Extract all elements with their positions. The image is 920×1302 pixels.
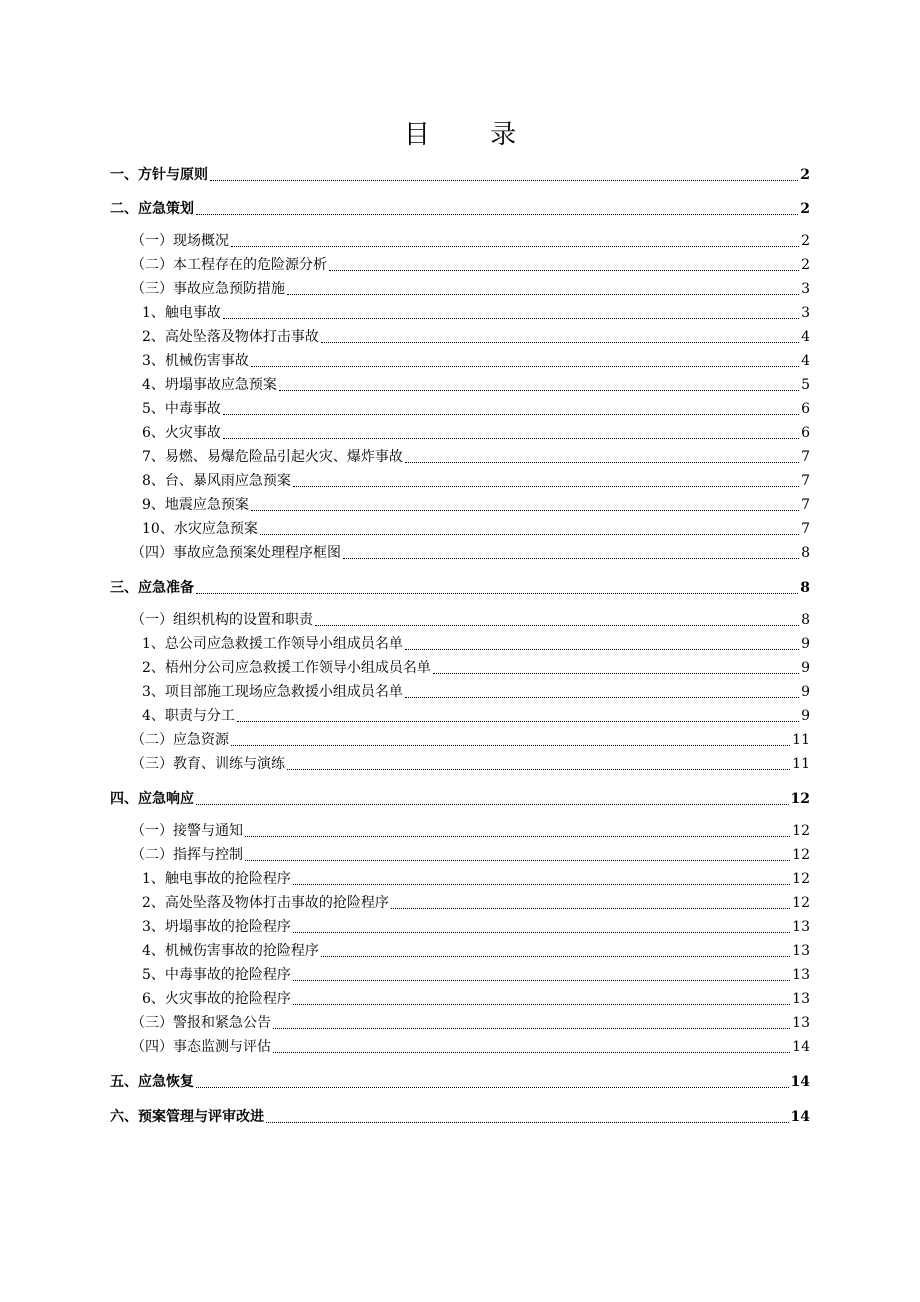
toc-entry-label: 3、坍塌事故的抢险程序	[142, 919, 291, 935]
toc-entry-label: 六、预案管理与评审改进	[110, 1109, 264, 1125]
toc-entry-label: （二）指挥与控制	[131, 847, 243, 863]
toc-entry[interactable]	[131, 279, 810, 299]
toc-page-number: 13	[792, 967, 810, 983]
toc-leader-dots	[223, 414, 799, 415]
toc-page-number: 14	[792, 1039, 810, 1055]
toc-entry[interactable]	[142, 893, 810, 913]
toc-entry[interactable]	[142, 658, 810, 678]
toc-entry[interactable]	[131, 1013, 810, 1033]
toc-leader-dots	[231, 745, 790, 746]
toc-leader-dots	[391, 908, 790, 909]
toc-leader-dots	[293, 1004, 790, 1005]
toc-leader-dots	[293, 932, 790, 933]
toc-leader-dots	[273, 1028, 790, 1029]
toc-page-number: 7	[801, 473, 810, 489]
toc-page-number: 12	[790, 791, 810, 807]
toc-entry-label: 8、台、暴风雨应急预案	[142, 473, 291, 489]
toc-page-number: 2	[801, 233, 810, 249]
toc-entry-label: 一、方针与原则	[110, 167, 208, 183]
toc-entry[interactable]	[110, 199, 810, 219]
toc-page-number: 12	[792, 823, 810, 839]
toc-leader-dots	[287, 294, 799, 295]
toc-entry-label: （二）应急资源	[131, 732, 229, 748]
toc-page-number: 7	[801, 497, 810, 513]
toc-leader-dots	[237, 721, 799, 722]
toc-page-number: 9	[801, 660, 810, 676]
toc-entry-label: 4、坍塌事故应急预案	[142, 377, 277, 393]
toc-entry-label: （三）事故应急预防措施	[131, 281, 285, 297]
toc-leader-dots	[321, 342, 799, 343]
toc-leader-dots	[223, 318, 799, 319]
toc-entry[interactable]	[131, 255, 810, 275]
toc-entry[interactable]	[142, 989, 810, 1009]
toc-entry-label: 4、机械伤害事故的抢险程序	[142, 943, 319, 959]
toc-page-number: 9	[801, 636, 810, 652]
toc-entry[interactable]	[142, 471, 810, 491]
toc-leader-dots	[231, 246, 799, 247]
toc-entry[interactable]	[142, 519, 810, 539]
toc-entry-label: 2、高处坠落及物体打击事故	[142, 329, 319, 345]
toc-entry-label: （三）教育、训练与演练	[131, 756, 285, 772]
toc-leader-dots	[196, 1087, 789, 1088]
toc-entry-label: 1、总公司应急救援工作领导小组成员名单	[142, 636, 403, 652]
toc-entry-label: （三）警报和紧急公告	[131, 1015, 271, 1031]
toc-entry-label: 4、职责与分工	[142, 708, 235, 724]
toc-leader-dots	[293, 486, 799, 487]
toc-leader-dots	[223, 438, 799, 439]
toc-leader-dots	[405, 697, 799, 698]
toc-entry[interactable]	[142, 706, 810, 726]
toc-page-number: 8	[801, 612, 810, 628]
toc-leader-dots	[343, 558, 799, 559]
toc-entry-label: （四）事故应急预案处理程序框图	[131, 545, 341, 561]
toc-entry-label: 5、中毒事故的抢险程序	[142, 967, 291, 983]
toc-entry[interactable]	[110, 1072, 810, 1092]
toc-entry[interactable]	[142, 869, 810, 889]
toc-entry-label: 五、应急恢复	[110, 1074, 194, 1090]
toc-leader-dots	[245, 836, 790, 837]
toc-page-number: 7	[801, 449, 810, 465]
toc-entry[interactable]	[110, 165, 810, 185]
toc-page-number: 8	[800, 580, 810, 596]
toc-entry[interactable]	[142, 327, 810, 347]
toc-entry[interactable]	[142, 303, 810, 323]
toc-entry[interactable]	[142, 423, 810, 443]
toc-entry[interactable]	[110, 1107, 810, 1127]
toc-leader-dots	[251, 366, 799, 367]
toc-entry[interactable]	[142, 351, 810, 371]
toc-entry-label: 1、触电事故	[142, 305, 221, 321]
toc-page-number: 9	[801, 684, 810, 700]
toc-entry-label: 四、应急响应	[110, 791, 194, 807]
toc-leader-dots	[279, 390, 799, 391]
toc-entry[interactable]	[131, 845, 810, 865]
toc-entry[interactable]	[131, 821, 810, 841]
toc-page-number: 4	[801, 353, 810, 369]
toc-leader-dots	[251, 510, 799, 511]
toc-entry-label: 二、应急策划	[110, 201, 194, 217]
toc-page-number: 14	[790, 1074, 810, 1090]
toc-entry-label: 2、梧州分公司应急救援工作领导小组成员名单	[142, 660, 431, 676]
toc-entry-label: 1、触电事故的抢险程序	[142, 871, 291, 887]
toc-page-number: 13	[792, 943, 810, 959]
toc-leader-dots	[405, 462, 799, 463]
toc-page-number: 6	[801, 425, 810, 441]
toc-entry-label: （一）接警与通知	[131, 823, 243, 839]
toc-page-number: 13	[792, 1015, 810, 1031]
toc-entry[interactable]	[142, 634, 810, 654]
toc-entry[interactable]	[131, 231, 810, 251]
toc-leader-dots	[329, 270, 799, 271]
toc-page-number: 14	[790, 1109, 810, 1125]
toc-page-number: 6	[801, 401, 810, 417]
toc-page-number: 9	[801, 708, 810, 724]
toc-entry[interactable]	[131, 610, 810, 630]
toc-leader-dots	[315, 625, 799, 626]
toc-page-number: 8	[801, 545, 810, 561]
toc-leader-dots	[433, 673, 799, 674]
toc-leader-dots	[321, 956, 790, 957]
toc-entry-label: （二）本工程存在的危险源分析	[131, 257, 327, 273]
toc-page-number: 2	[800, 201, 810, 217]
toc-leader-dots	[287, 769, 790, 770]
toc-leader-dots	[405, 649, 799, 650]
toc-leader-dots	[273, 1052, 790, 1053]
toc-page-number: 13	[792, 991, 810, 1007]
toc-entry-label: 2、高处坠落及物体打击事故的抢险程序	[142, 895, 389, 911]
toc-page-number: 2	[801, 257, 810, 273]
toc-leader-dots	[245, 860, 790, 861]
toc-entry-label: 9、地震应急预案	[142, 497, 249, 513]
toc-entry[interactable]	[131, 543, 810, 563]
toc-leader-dots	[293, 884, 790, 885]
toc-leader-dots	[196, 804, 789, 805]
toc-leader-dots	[210, 180, 798, 181]
toc-entry[interactable]	[142, 399, 810, 419]
toc-entry[interactable]	[142, 682, 810, 702]
toc-entry-label: 3、机械伤害事故	[142, 353, 249, 369]
toc-page-number: 11	[792, 756, 810, 772]
toc-page-number: 11	[792, 732, 810, 748]
toc-page-number: 4	[801, 329, 810, 345]
toc-page-number: 12	[792, 895, 810, 911]
toc-entry-label: （一）组织机构的设置和职责	[131, 612, 313, 628]
toc-entry-label: 三、应急准备	[110, 580, 194, 596]
toc-entry[interactable]	[142, 941, 810, 961]
toc-entry[interactable]	[142, 447, 810, 467]
toc-page-number: 13	[792, 919, 810, 935]
toc-entry[interactable]	[142, 375, 810, 395]
toc-entry[interactable]	[142, 917, 810, 937]
toc-leader-dots	[196, 214, 798, 215]
toc-entry[interactable]	[110, 578, 810, 598]
toc-page-number: 5	[801, 377, 810, 393]
toc-entry-label: 6、火灾事故的抢险程序	[142, 991, 291, 1007]
toc-entry-label: （一）现场概况	[131, 233, 229, 249]
toc-entry-label: 10、水灾应急预案	[142, 521, 258, 537]
toc-entry-label: 5、中毒事故	[142, 401, 221, 417]
toc-page-number: 3	[801, 305, 810, 321]
toc-entry[interactable]	[131, 754, 810, 774]
toc-entry[interactable]	[142, 965, 810, 985]
toc-leader-dots	[260, 534, 799, 535]
toc-entry[interactable]	[131, 730, 810, 750]
toc-entry-label: 7、易燃、易爆危险品引起火灾、爆炸事故	[142, 449, 403, 465]
toc-page-number: 12	[792, 847, 810, 863]
toc-leader-dots	[196, 593, 798, 594]
toc-entry[interactable]	[142, 495, 810, 515]
toc-page-number: 7	[801, 521, 810, 537]
toc-entry[interactable]	[110, 789, 810, 809]
toc-page-number: 3	[801, 281, 810, 297]
toc-leader-dots	[266, 1122, 789, 1123]
toc-page-number: 2	[800, 167, 810, 183]
toc-title: 目 录	[403, 120, 543, 150]
toc-entry[interactable]	[131, 1037, 810, 1057]
toc-entry-label: （四）事态监测与评估	[131, 1039, 271, 1055]
toc-entry-label: 6、火灾事故	[142, 425, 221, 441]
toc-leader-dots	[293, 980, 790, 981]
toc-entry-label: 3、项目部施工现场应急救援小组成员名单	[142, 684, 403, 700]
toc-page-number: 12	[792, 871, 810, 887]
